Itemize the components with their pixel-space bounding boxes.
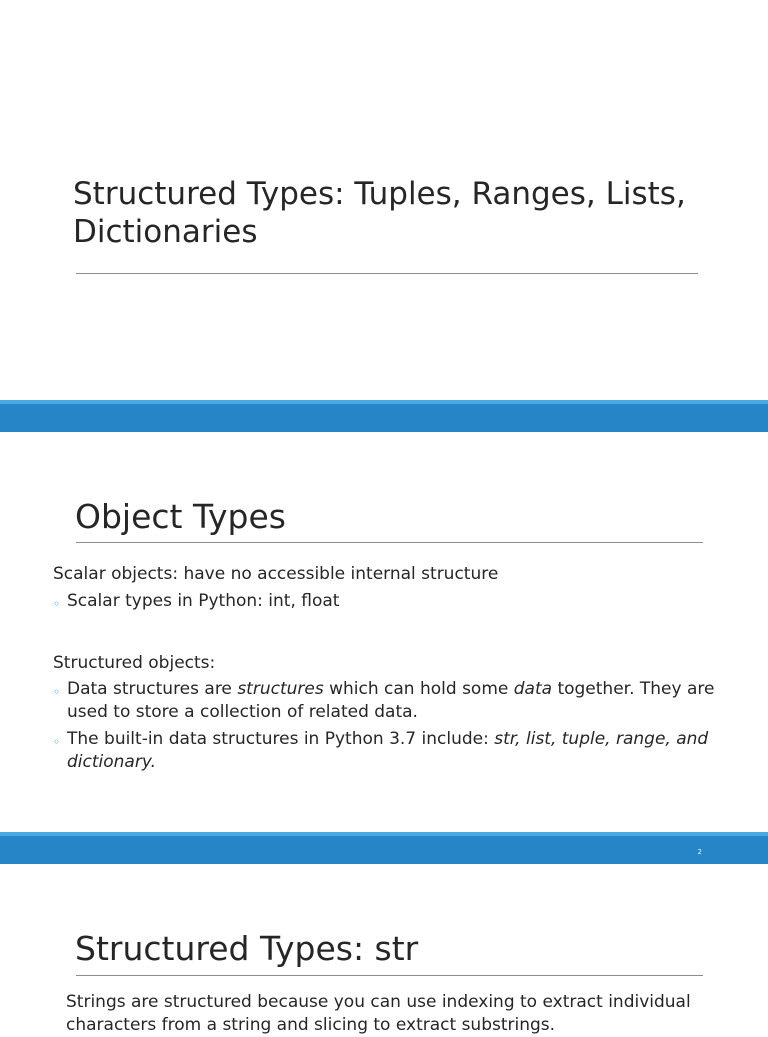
slide-number: 2 <box>697 848 702 856</box>
list-item <box>53 590 713 616</box>
slide-footer-band <box>0 832 768 864</box>
text-run: Data structures are <box>67 679 238 699</box>
circle-bullet-icon: ◦ <box>53 735 61 749</box>
slide-title: Structured Types: Tuples, Ranges, Lists, Dictionaries <box>73 176 686 250</box>
band-highlight <box>0 832 768 836</box>
bullet-text: Scalar types in Python: int, float <box>67 591 340 611</box>
slide-footer-band <box>0 400 768 432</box>
italic-term: str, list, tuple, range, and dictionary. <box>67 729 709 772</box>
text-run: together. They are used to store a collection of related data. <box>67 679 715 722</box>
title-divider <box>76 273 698 274</box>
circle-bullet-icon: ◦ <box>53 597 61 611</box>
text-run: which can hold some <box>323 679 514 699</box>
italic-term: structures <box>237 679 324 699</box>
bullet-text <box>67 728 733 774</box>
scalar-paragraph: Scalar objects: have no accessible internal structure <box>53 564 499 584</box>
text-run: The built-in data structures in Python 3.7 include: <box>67 729 495 749</box>
band-highlight <box>0 400 768 404</box>
slide-1 <box>0 0 768 400</box>
list-item <box>53 728 733 774</box>
heading-divider <box>76 975 703 976</box>
italic-term: data <box>513 679 553 699</box>
slide-heading: Object Types <box>75 497 286 536</box>
list-item <box>53 678 733 724</box>
heading-divider <box>76 542 703 543</box>
slide-heading: Structured Types: str <box>75 929 419 968</box>
structured-paragraph: Structured objects: <box>53 653 216 673</box>
strings-paragraph: Strings are structured because you can use indexing to extract individual characters from a string and slicing to extract substrings. <box>66 992 691 1035</box>
bullet-text <box>67 678 733 724</box>
circle-bullet-icon: ◦ <box>53 685 61 699</box>
